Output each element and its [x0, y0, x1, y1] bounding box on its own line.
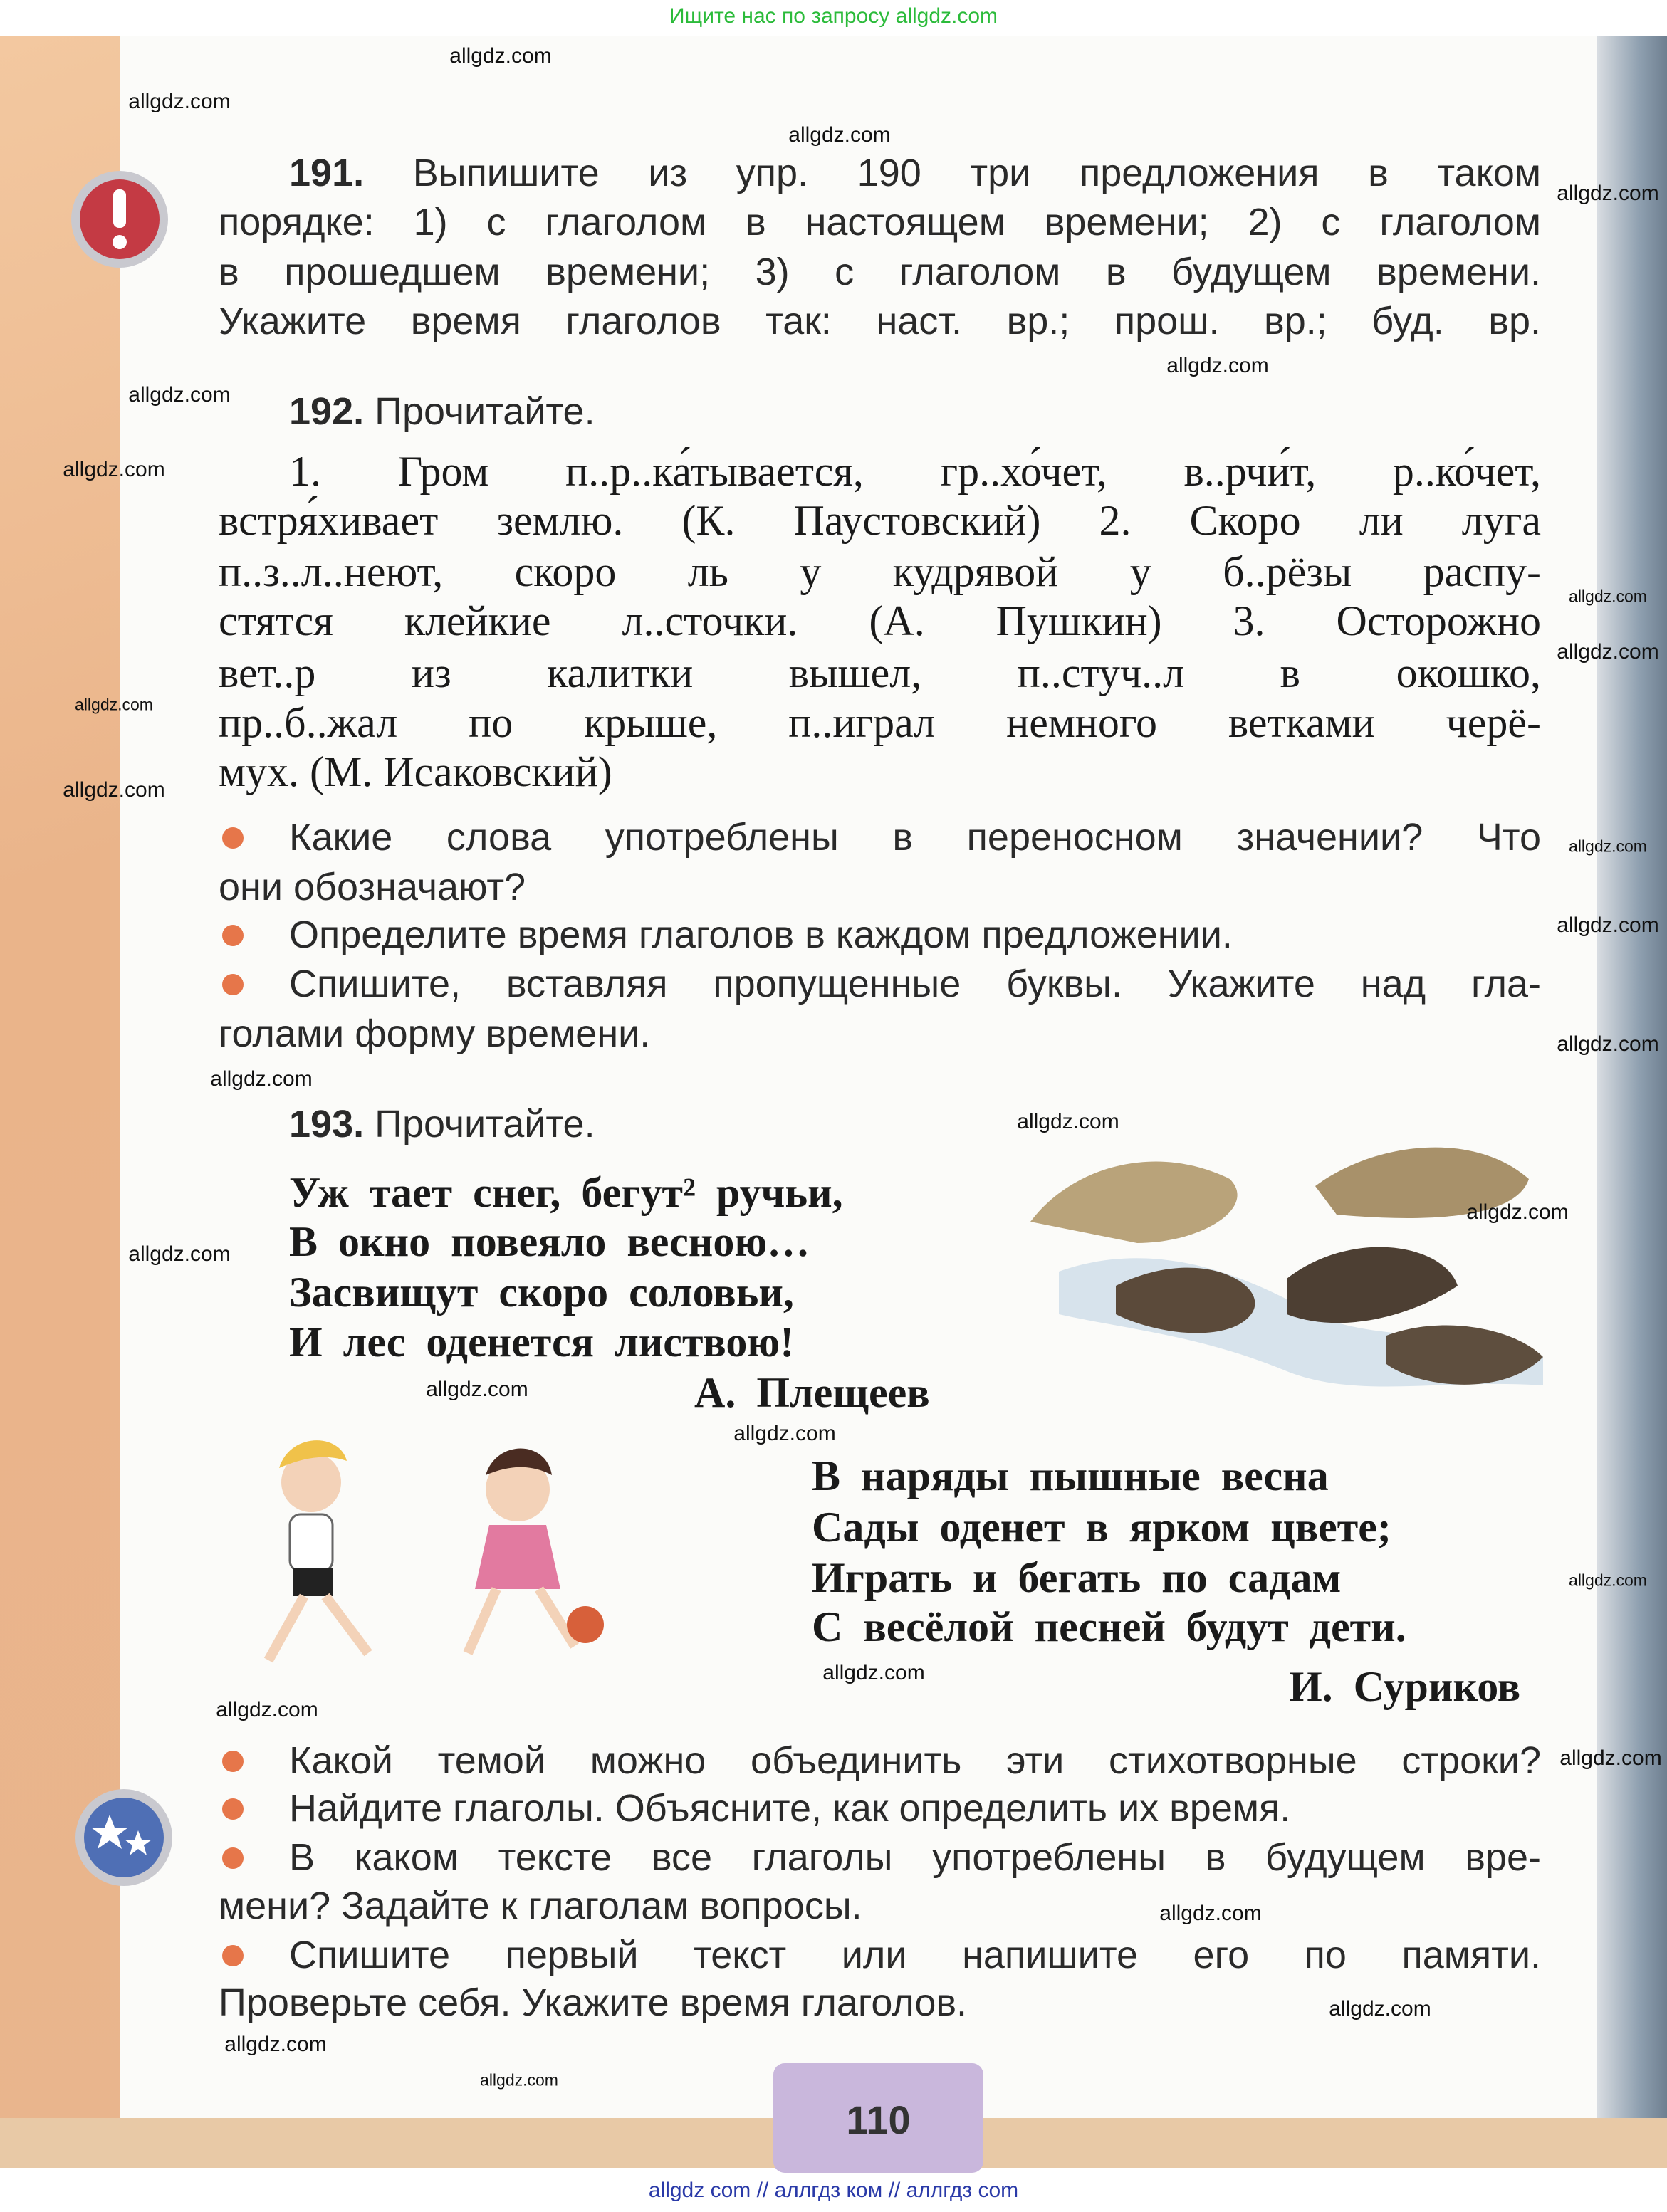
- watermark: allgdz.com: [128, 383, 231, 407]
- ex192-text-line: вет..р из калитки вышел, п..стуч..л в окошко,: [219, 649, 1541, 696]
- watermark: allgdz.com: [1557, 182, 1659, 205]
- poem2-line: Играть и бегать по садам: [812, 1554, 1342, 1601]
- watermark: allgdz.com: [426, 1378, 528, 1401]
- watermark: allgdz.com: [733, 1422, 836, 1445]
- watermark: allgdz.com: [1569, 837, 1647, 856]
- children-running-illustration: [211, 1425, 663, 1696]
- ex191-line-1: 191. Выпишите из упр. 190 три предложения в таком: [289, 152, 1541, 194]
- bullet-icon: [222, 1847, 244, 1869]
- ex192-task: Какие слова употреблены в переносном значении? Что: [289, 816, 1541, 859]
- watermark: allgdz.com: [480, 2070, 558, 2090]
- ex192-heading: 192. Прочитайте.: [289, 390, 595, 433]
- watermark: allgdz.com: [1557, 913, 1659, 937]
- watermark: allgdz.com: [788, 123, 891, 147]
- watermark: allgdz.com: [1166, 354, 1269, 377]
- watermark: allgdz.com: [1569, 587, 1647, 606]
- book-spine: [1597, 36, 1667, 2164]
- poem1-line: В окно повеяло весною…: [289, 1218, 810, 1265]
- ex191-line-3: в прошедшем времени; 3) с глаголом в будущем времени.: [219, 251, 1541, 293]
- poem2-line: Сады оденет в ярком цвете;: [812, 1504, 1391, 1551]
- bullet-icon: [222, 925, 244, 946]
- ex192-task: они обозначают?: [219, 866, 526, 908]
- bullet-icon: [222, 1945, 244, 1966]
- watermark: allgdz.com: [128, 1242, 231, 1266]
- ex192-task: Определите время глаголов в каждом предложении.: [289, 913, 1233, 956]
- watermark: allgdz.com: [75, 695, 153, 714]
- exclamation-icon: [68, 168, 171, 271]
- ex192-text-line: 1. Гром п..р..ка́тывается, гр..хо́чет, в..рчи́т, р..ко́чет,: [289, 448, 1541, 495]
- spring-landscape-illustration: [1016, 1101, 1547, 1428]
- ex192-text-line: мух. (М. Исаковский): [219, 748, 612, 795]
- watermark: allgdz.com: [63, 778, 165, 802]
- ex192-text-line: п..з..л..неют, скоро ль у кудрявой у б..рёзы распу-: [219, 548, 1541, 595]
- site-banner[interactable]: Ищите нас по запросу allgdz.com: [669, 4, 998, 28]
- watermark: allgdz.com: [822, 1661, 925, 1684]
- watermark: allgdz.com: [1559, 1746, 1662, 1770]
- ex193-task: Какой темой можно объединить эти стихотворные строки?: [289, 1739, 1541, 1782]
- watermark: allgdz.com: [1557, 640, 1659, 664]
- watermark: allgdz.com: [216, 1698, 318, 1721]
- ex193-task: Проверьте себя. Укажите время глаголов.: [219, 1981, 968, 2024]
- ex193-task: Найдите глаголы. Объясните, как определить их время.: [289, 1787, 1291, 1830]
- ex193-task: мени? Задайте к глаголам вопросы.: [219, 1885, 862, 1927]
- footer-links[interactable]: allgdz com // аллгдз ком // аллгдз com: [648, 2179, 1019, 2202]
- bullet-icon: [222, 974, 244, 995]
- watermark: allgdz.com: [210, 1067, 313, 1091]
- watermark: allgdz.com: [63, 458, 165, 481]
- ex193-heading: 193. Прочитайте.: [289, 1103, 595, 1146]
- exercise-number: 191.: [289, 152, 365, 194]
- watermark: allgdz.com: [224, 2033, 327, 2056]
- ex192-text-line: встря́хивает землю. (К. Паустовский) 2. Скоро ли луга: [219, 497, 1541, 544]
- bullet-icon: [222, 1751, 244, 1772]
- poem1-line: И лес оденется листвою!: [289, 1319, 795, 1366]
- page-number: 110: [846, 2097, 911, 2142]
- watermark: allgdz.com: [1569, 1571, 1647, 1590]
- ex193-task: В каком тексте все глаголы употреблены в будущем вре-: [289, 1836, 1541, 1879]
- poem2-author: И. Суриков: [1289, 1663, 1521, 1710]
- watermark: allgdz.com: [1557, 1032, 1659, 1056]
- watermark: allgdz.com: [1159, 1902, 1262, 1925]
- poem2-line: В наряды пышные весна: [812, 1452, 1329, 1499]
- ex193-task: Спишите первый текст или напишите его по памяти.: [289, 1934, 1541, 1976]
- ex192-text-line: стятся клейкие л..сточки. (А. Пушкин) 3. Осторожно: [219, 597, 1541, 644]
- watermark: allgdz.com: [128, 90, 231, 113]
- watermark: allgdz.com: [1017, 1110, 1119, 1133]
- bullet-icon: [222, 827, 244, 849]
- poem2-line: С весёлой песней будут дети.: [812, 1603, 1406, 1650]
- ex192-task: Спишите, вставляя пропущенные буквы. Укажите над гла-: [289, 963, 1541, 1005]
- poem1-line: Уж тает снег, бегут² ручьи,: [289, 1169, 843, 1216]
- ex192-task: голами форму времени.: [219, 1012, 651, 1055]
- ex192-text-line: пр..б..жал по крыше, п..играл немного ветками черё-: [219, 699, 1541, 746]
- poem1-author: А. Плещеев: [694, 1369, 930, 1416]
- watermark: allgdz.com: [1329, 1997, 1431, 2020]
- bullet-icon: [222, 1798, 244, 1820]
- watermark: allgdz.com: [449, 44, 552, 68]
- stars-icon: [73, 1786, 175, 1889]
- poem1-line: Засвищут скоро соловьи,: [289, 1269, 794, 1316]
- ex191-line-2: порядке: 1) с глаголом в настоящем времени; 2) с глаголом: [219, 201, 1541, 243]
- ex191-line-4: Укажите время глаголов так: наст. вр.; прош. вр.; буд. вр.: [219, 300, 1541, 342]
- watermark: allgdz.com: [1466, 1200, 1569, 1224]
